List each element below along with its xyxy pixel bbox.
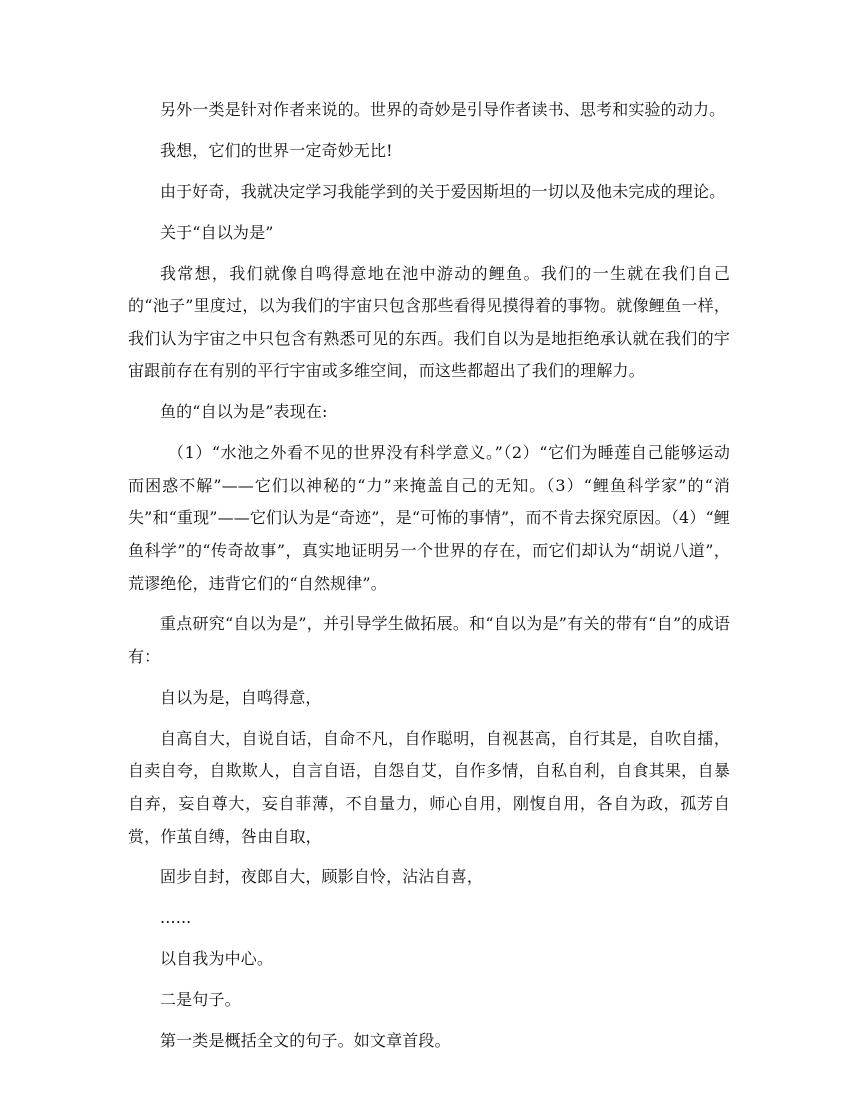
- document-page: [128, 94, 730, 1066]
- paragraph-research-focus: 重点研究“自以为是”，并引导学生做拓展。和“自以为是”有关的带有“自”的成语有：: [128, 614, 730, 666]
- paragraph-summary-sentences: 第一类是概括全文的句子。如文章首段。: [160, 1031, 451, 1050]
- paragraph-numbered-points: （1）“水池之外看不见的世界没有科学意义。”（2）“它们为睡莲自己能够运动而困惑不解”——它们以神秘的“力”来掩盖自己的无知。（3）“鲤鱼科学家”的“消失”和“重现”——它们认为是“奇迹”，是“可怖的事情”，而不肯去探究原因。（4）“鲤鱼科学”的“传奇故事”，真实地证明另一个世界的存在，而它们却认为“胡说八道”，荒谬绝伦，违背它们的“自然规律”。: [128, 443, 730, 593]
- paragraph-curiosity-einstein: 由于好奇，我就决定学习我能学到的关于爱因斯坦的一切以及他未完成的理论。: [160, 181, 726, 201]
- section-heading-self-righteous: 关于“自以为是”: [160, 222, 274, 242]
- paragraph-fish-manifestation-intro: 鱼的“自以为是”表现在:: [160, 402, 328, 422]
- idiom-list-extra: 固步自封，夜郎自大，顾影自怜，沾沾自喜，: [160, 867, 484, 887]
- paragraph-their-world: 我想，它们的世界一定奇妙无比!: [160, 140, 393, 160]
- idiom-list-short: 自以为是，自鸣得意，: [160, 687, 322, 707]
- paragraph-sentences-heading: 二是句子。: [160, 990, 241, 1010]
- paragraph-carp-pond: 我常想，我们就像自鸣得意地在池中游动的鲤鱼。我们的一生就在我们自己的“池子”里度过，以为我们的宇宙只包含那些看得见摸得着的事物。就像鲤鱼一样，我们认为宇宙之中只包含有熟悉可见的东西。我们自以为是地拒绝承认就在我们的宇宙跟前存在有别的平行宇宙或多维空间，而这些都超出了我们的理解力。: [128, 263, 730, 381]
- idiom-list-long: 自高自大，自说自话，自命不凡，自作聪明，自视甚高，自行其是，自吹自擂，自卖自夸，自欺欺人，自言自语，自怨自艾，自作多情，自私自利，自食其果，自暴自弃，妄自尊大，妄自菲薄，不自量力，师心自用，刚愎自用，各自为政，孤芳自赏，作茧自缚，咎由自取，: [128, 728, 730, 846]
- paragraph-author-wonder: 另外一类是针对作者来说的。世界的奇妙是引导作者读书、思考和实验的动力。: [160, 100, 726, 119]
- ellipsis-line: ......: [160, 908, 192, 928]
- paragraph-self-centered: 以自我为中心。: [160, 949, 274, 969]
